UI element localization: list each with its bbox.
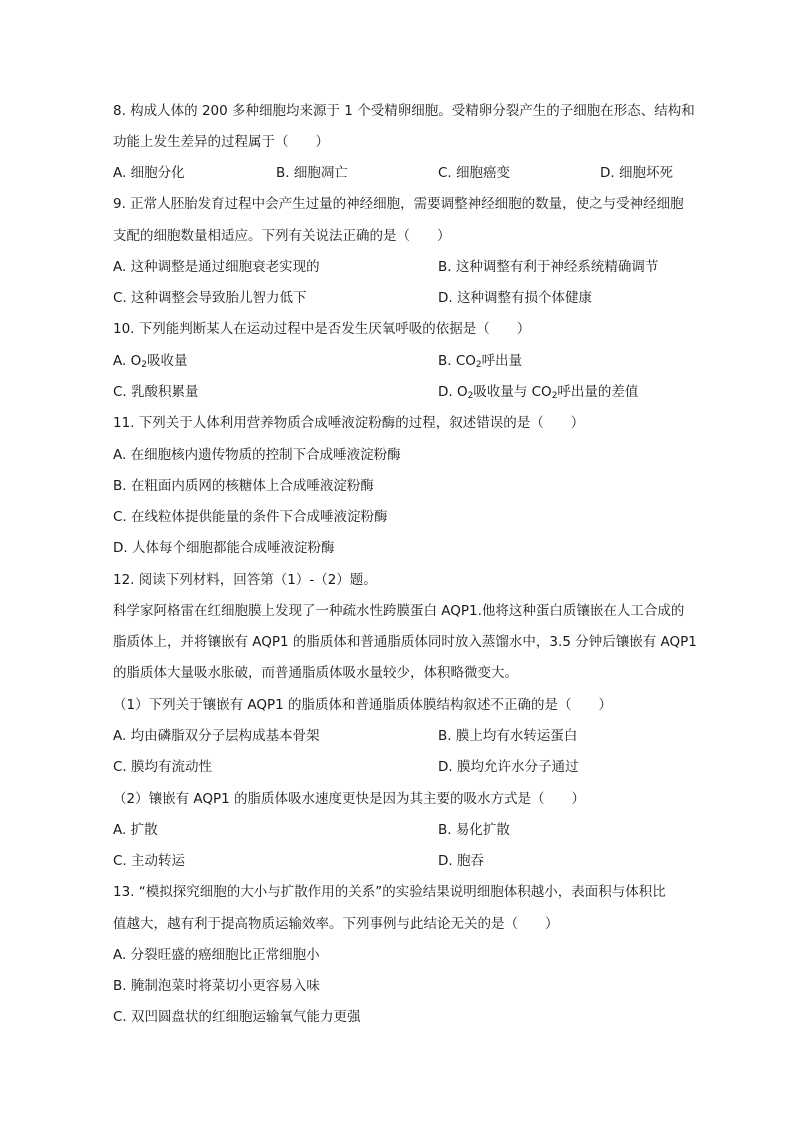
q10-option-c: C. 乳酸积累量 [113, 384, 199, 400]
q13-option-a: A. 分裂旺盛的癌细胞比正常细胞小 [113, 947, 320, 963]
q9-option-b: B. 这种调整有利于神经系统精确调节 [438, 259, 659, 275]
q12-sub2-option-a: A. 扩散 [113, 822, 158, 838]
q9-option-a: A. 这种调整是通过细胞衰老实现的 [113, 259, 320, 275]
q9-stem-line1: 9. 正常人胚胎发育过程中会产生过量的神经细胞，需要调整神经细胞的数量，使之与受神经细胞 [113, 196, 684, 212]
q12-sub1-stem: （1）下列关于镶嵌有 AQP1 的脂质体和普通脂质体膜结构叙述不正确的是（ ） [113, 697, 613, 713]
q13-stem-line2: 值越大，越有利于提高物质运输效率。下列事例与此结论无关的是（ ） [113, 916, 559, 932]
q11-stem: 11. 下列关于人体利用营养物质合成唾液淀粉酶的过程，叙述错误的是（ ） [113, 415, 585, 431]
q9-stem-line2: 支配的细胞数量相适应。下列有关说法正确的是（ ） [113, 228, 451, 244]
q12-sub1-option-a: A. 均由磷脂双分子层构成基本骨架 [113, 728, 320, 744]
q9-option-d: D. 这种调整有损个体健康 [438, 290, 592, 306]
q8-option-a: A. 细胞分化 [113, 165, 185, 181]
q8-option-c: C. 细胞癌变 [438, 165, 511, 181]
q12-sub2-option-c: C. 主动转运 [113, 853, 186, 869]
q10-option-b: B. $CO_2$呼出量 [438, 353, 523, 370]
q11-option-b: B. 在粗面内质网的核糖体上合成唾液淀粉酶 [113, 478, 374, 494]
q12-sub2-stem: （2）镶嵌有 AQP1 的脂质体吸水速度更快是因为其主要的吸水方式是（ ） [113, 791, 586, 807]
q10-stem: 10. 下列能判断某人在运动过程中是否发生厌氧呼吸的依据是（ ） [113, 321, 531, 337]
q8-option-d: D. 细胞坏死 [600, 165, 673, 181]
q12-sub2-option-d: D. 胞吞 [438, 853, 484, 869]
q13-stem-line1: 13. “模拟探究细胞的大小与扩散作用的关系”的实验结果说明细胞体积越小，表面积与体积比 [113, 884, 666, 900]
q12-sub1-option-b: B. 膜上均有水转运蛋白 [438, 728, 578, 744]
q12-stem: 12. 阅读下列材料，回答第（1）-（2）题。 [113, 572, 377, 588]
q11-option-d: D. 人体每个细胞都能合成唾液淀粉酶 [113, 540, 335, 556]
q8-stem-line2: 功能上发生差异的过程属于（ ） [113, 134, 329, 150]
q13-option-b: B. 腌制泡菜时将菜切小更容易入味 [113, 978, 320, 994]
q9-option-c: C. 这种调整会导致胎儿智力低下 [113, 290, 307, 306]
q12-material-line2: 脂质体上，并将镶嵌有 AQP1 的脂质体和普通脂质体同时放入蒸馏水中，3.5 分钟后镶嵌有 AQP1 [113, 634, 697, 650]
q13-option-c: C. 双凹圆盘状的红细胞运输氧气能力更强 [113, 1009, 361, 1025]
q12-sub1-option-c: C. 膜均有流动性 [113, 759, 213, 775]
q12-sub2-option-b: B. 易化扩散 [438, 822, 510, 838]
q12-sub1-option-d: D. 膜均允许水分子通过 [438, 759, 579, 775]
q10-option-d: D. $O_2$吸收量与 $CO_2$呼出量的差值 [438, 384, 639, 401]
q11-option-a: A. 在细胞核内遗传物质的控制下合成唾液淀粉酶 [113, 447, 401, 463]
q8-stem-line1: 8. 构成人体的 200 多种细胞均来源于 1 个受精卵细胞。受精卵分裂产生的子细胞在形态、结构和 [113, 103, 695, 119]
q11-option-c: C. 在线粒体提供能量的条件下合成唾液淀粉酶 [113, 509, 388, 525]
q12-material-line3: 的脂质体大量吸水胀破，而普通脂质体吸水量较少，体积略微变大。 [113, 665, 518, 681]
q8-option-b: B. 细胞凋亡 [276, 165, 348, 181]
q10-option-a: A. $O_2$吸收量 [113, 353, 188, 370]
q12-material-line1: 科学家阿格雷在红细胞膜上发现了一种疏水性跨膜蛋白 AQP1.他将这种蛋白质镶嵌在人工合成的 [113, 603, 685, 619]
